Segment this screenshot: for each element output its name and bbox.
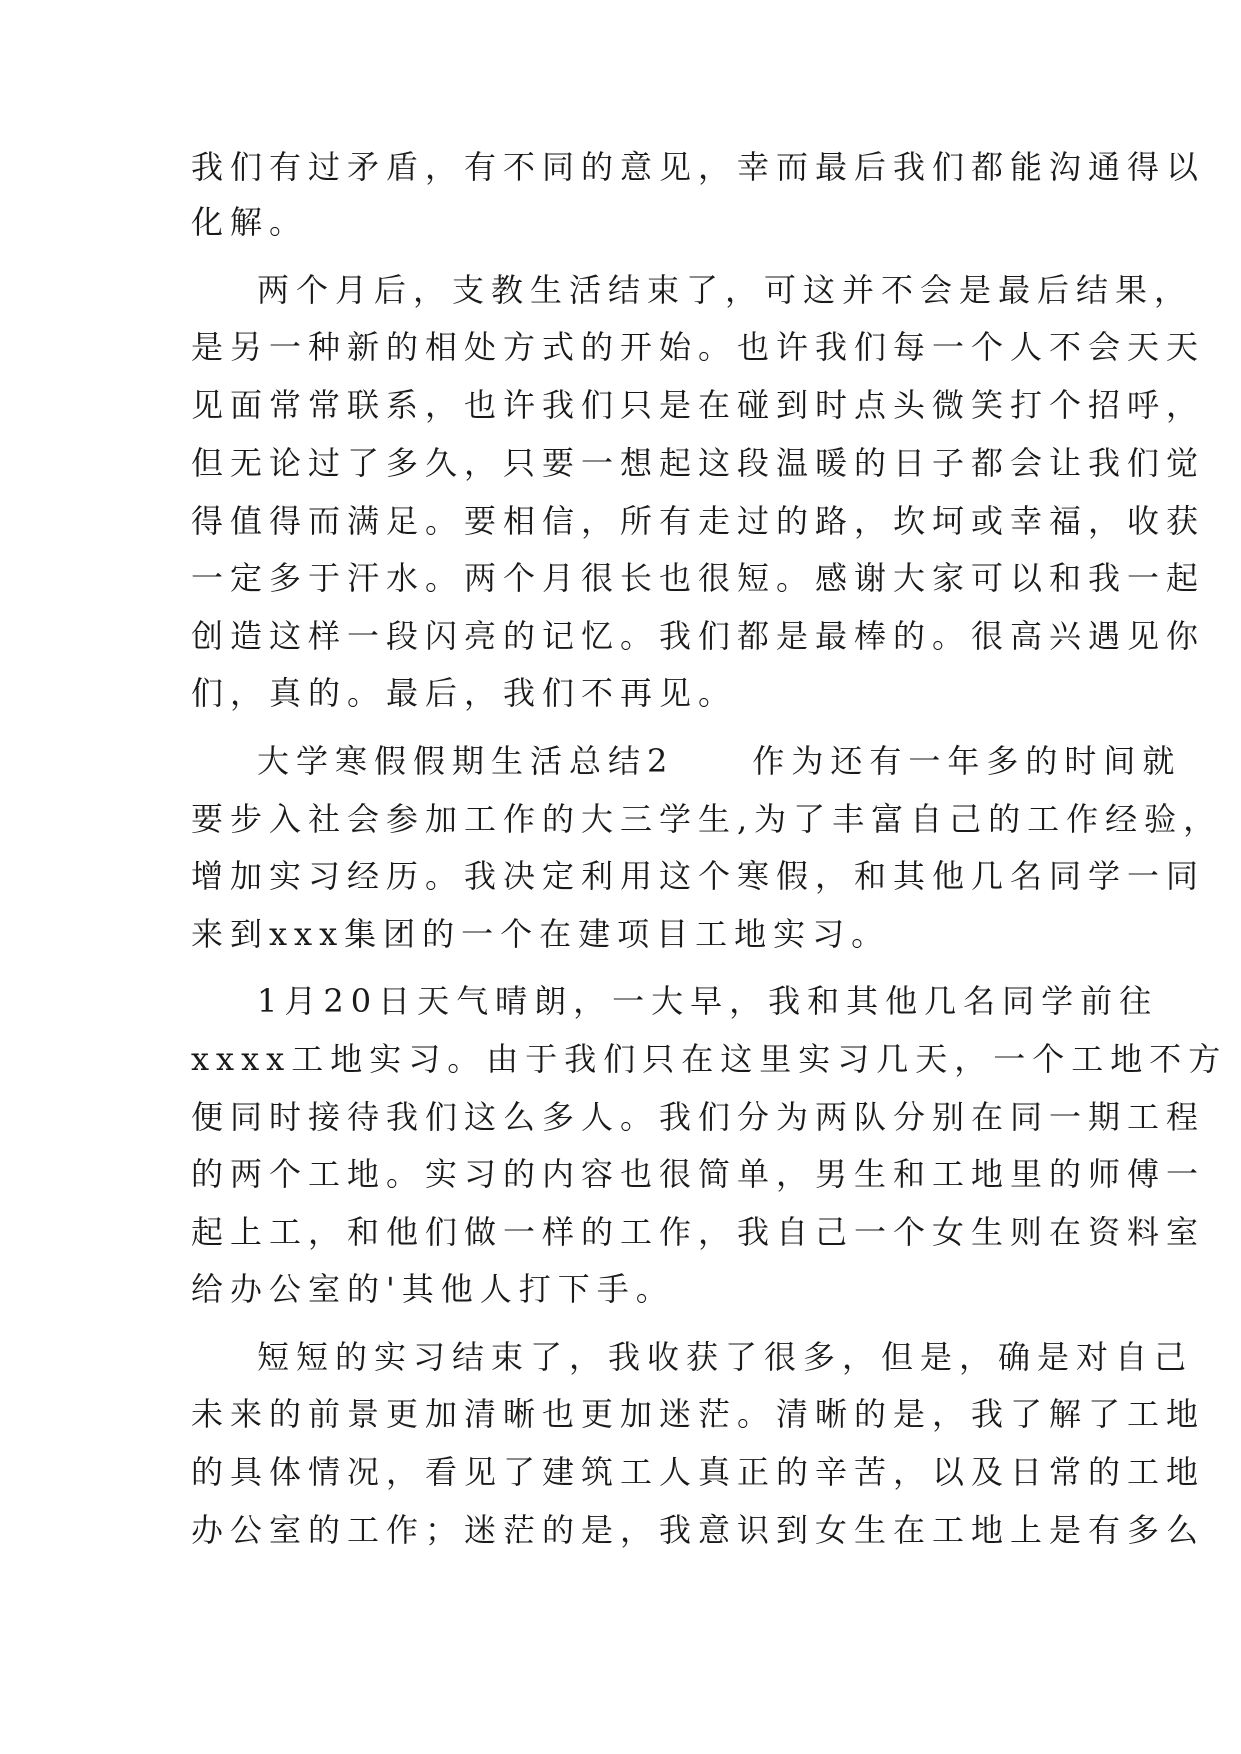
text-line: xxxx工地实习。由于我们只在这里实习几天，一个工地不方	[191, 1040, 1228, 1078]
text-line: 给办公室的'其他人打下手。	[191, 1270, 675, 1308]
text-line: 们，真的。最后，我们不再见。	[191, 674, 738, 712]
text-line: 的两个工地。实习的内容也很简单，男生和工地里的师傅一	[191, 1155, 1206, 1193]
text-line: 增加实习经历。我决定利用这个寒假，和其他几名同学一同	[191, 857, 1206, 895]
section-title-line: 大学寒假假期生活总结2 作为还有一年多的时间就	[257, 742, 1182, 780]
text-line: 化解。	[191, 203, 309, 241]
text-line: 但无论过了多久，只要一想起这段温暖的日子都会让我们觉	[191, 444, 1206, 482]
paragraph-start-line: 1月20日天气晴朗，一大早，我和其他几名同学前往	[257, 982, 1159, 1020]
text-line: 未来的前景更加清晰也更加迷茫。清晰的是，我了解了工地	[191, 1395, 1206, 1433]
paragraph-start-line: 短短的实习结束了，我收获了很多，但是，确是对自己	[257, 1338, 1194, 1376]
text-line: 的具体情况，看见了建筑工人真正的辛苦，以及日常的工地	[191, 1453, 1206, 1491]
text-line: 一定多于汗水。两个月很长也很短。感谢大家可以和我一起	[191, 559, 1206, 597]
paragraph-start-line: 两个月后，支教生活结束了，可这并不会是最后结果，	[257, 271, 1194, 309]
text-line: 是另一种新的相处方式的开始。也许我们每一个人不会天天	[191, 328, 1206, 366]
text-line: 便同时接待我们这么多人。我们分为两队分别在同一期工程	[191, 1098, 1206, 1136]
text-line: 得值得而满足。要相信，所有走过的路，坎坷或幸福，收获	[191, 502, 1206, 540]
text-line: 创造这样一段闪亮的记忆。我们都是最棒的。很高兴遇见你	[191, 617, 1206, 655]
text-line: 办公室的工作；迷茫的是，我意识到女生在工地上是有多么	[191, 1511, 1206, 1549]
text-line: 我们有过矛盾，有不同的意见，幸而最后我们都能沟通得以	[191, 148, 1206, 186]
text-line: 要步入社会参加工作的大三学生,为了丰富自己的工作经验，	[191, 800, 1223, 838]
text-line: 来到xxx集团的一个在建项目工地实习。	[191, 915, 891, 953]
text-line: 见面常常联系，也许我们只是在碰到时点头微笑打个招呼，	[191, 386, 1206, 424]
text-line: 起上工，和他们做一样的工作，我自己一个女生则在资料室	[191, 1213, 1206, 1251]
